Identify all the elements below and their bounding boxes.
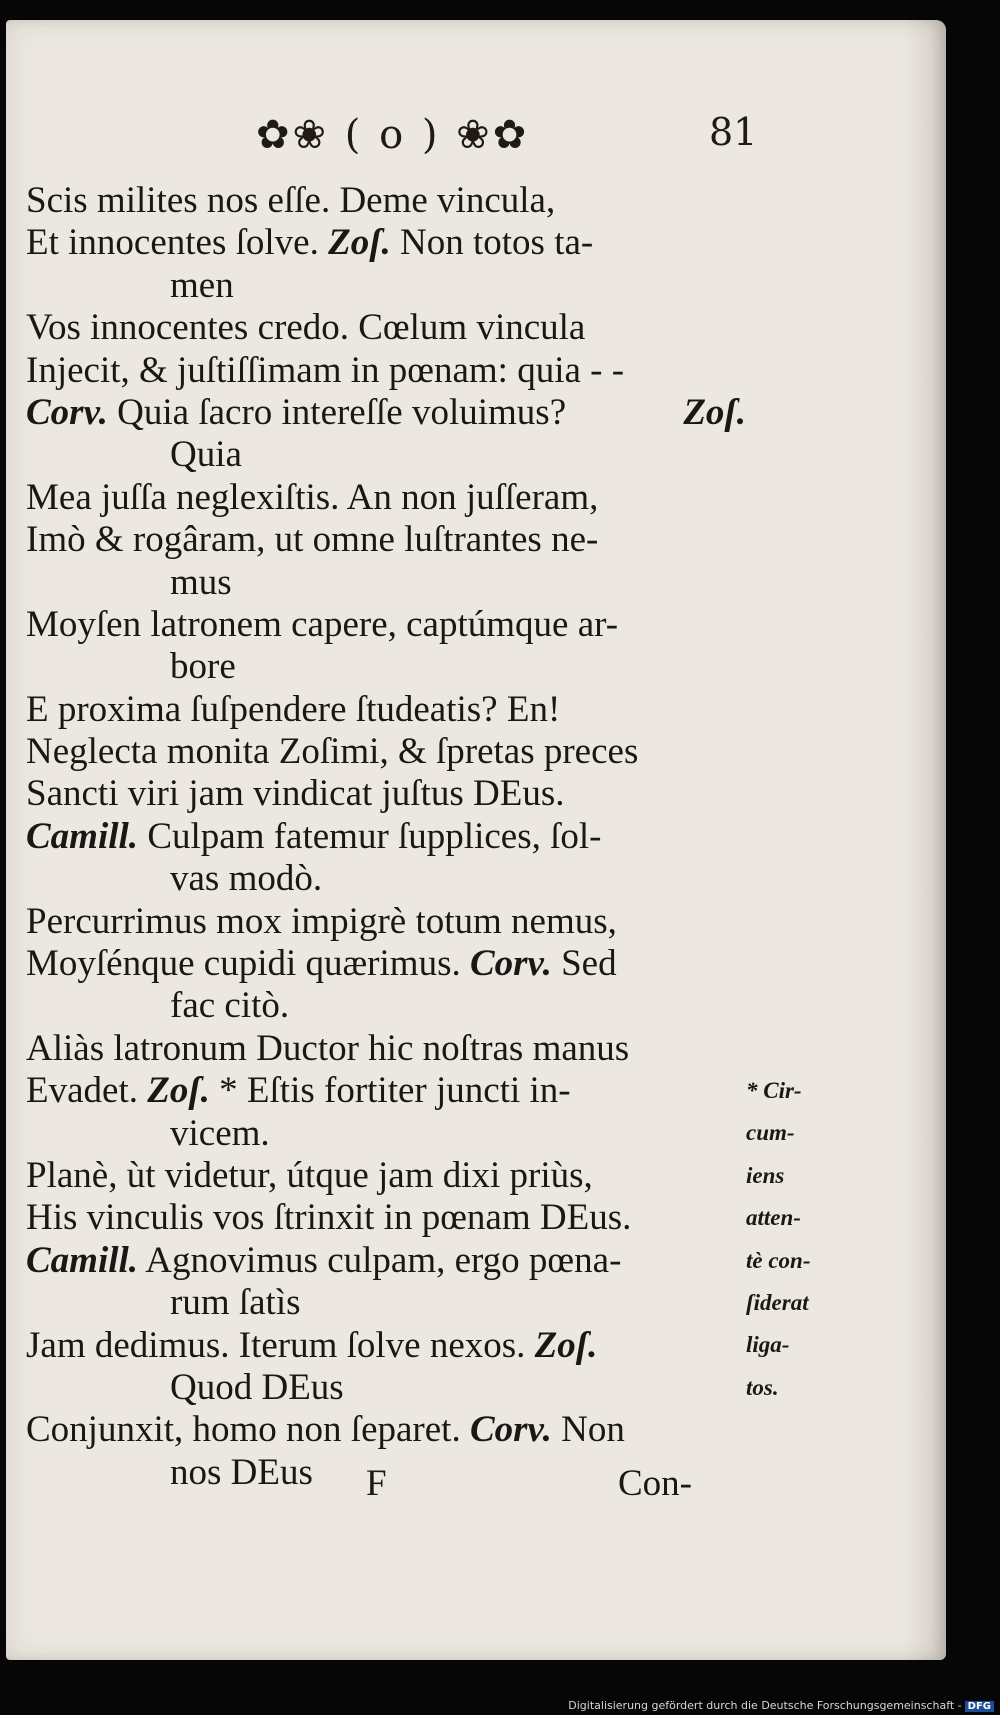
text-line (26, 1155, 746, 1197)
line-text: Neglecta monita Zoſimi, & ſpretas preces (26, 731, 639, 773)
line-text: Non (551, 1409, 625, 1451)
line-text: Non totos ta- (390, 222, 594, 264)
book-page (6, 20, 946, 1660)
speaker-label: Zoſ. (683, 391, 746, 433)
text-line (26, 1070, 746, 1112)
margin-note-line: cum- (746, 1120, 795, 1146)
catchword: Con- (618, 1463, 692, 1504)
text-line (26, 1240, 746, 1282)
speaker-label: Corv. (469, 943, 552, 985)
text-line (26, 604, 746, 646)
line-text: Sed (551, 943, 617, 985)
line-text: Sancti viri jam vindicat juſtus DEus. (26, 773, 565, 815)
line-text: His vinculis vos ſtrinxit in pœnam DEus. (26, 1197, 632, 1239)
text-line (26, 901, 746, 943)
page-number: 81 (709, 110, 758, 154)
speaker-label: Zoſ. (328, 222, 391, 264)
line-text: Scis milites nos eſſe. Deme vincula, (26, 180, 556, 221)
line-text: Moyſénque cupidi quærimus. (26, 943, 470, 985)
speaker-label: Camill. (26, 815, 139, 857)
text-line (26, 519, 746, 561)
text-line (26, 1325, 746, 1367)
margin-note-line: atten- (746, 1205, 801, 1231)
line-text: Et innocentes ſolve. (26, 222, 329, 264)
text-line (26, 1197, 746, 1239)
text-line (26, 1113, 746, 1155)
running-head (6, 112, 946, 168)
text-line (26, 222, 746, 264)
credit-text: Digitalisierung gefördert durch die Deutsche Forschungsgemeinschaft - (568, 1699, 962, 1712)
line-text: Mea juſſa neglexiſtis. An non juſſeram, (26, 476, 599, 518)
text-line (26, 985, 746, 1027)
text-line (26, 307, 746, 349)
margin-note-line: iens (746, 1162, 785, 1188)
line-text: Moyſen latronem capere, captúmque ar- (26, 603, 619, 645)
line-text: mus (170, 561, 232, 603)
line-text: Quod DEus (170, 1366, 344, 1408)
line-text: Evadet. (26, 1070, 148, 1112)
text-line (26, 731, 746, 773)
text-line (26, 1409, 746, 1451)
text-line (26, 1028, 746, 1070)
text-line (26, 562, 746, 604)
digitization-credit (568, 1699, 994, 1712)
text-line (26, 434, 746, 476)
speaker-label: Corv. (469, 1409, 552, 1451)
text-line (26, 392, 746, 434)
line-text: nos DEus (170, 1451, 313, 1493)
text-line (26, 1282, 746, 1324)
line-text: Conjunxit, homo non ſeparet. (26, 1409, 470, 1451)
line-text: Vos innocentes credo. Cœlum vincula (26, 307, 586, 349)
text-line (26, 180, 746, 222)
margin-note (746, 1070, 844, 1409)
line-text: Quia (170, 434, 242, 476)
text-line (26, 816, 746, 858)
text-line (26, 1367, 746, 1409)
line-text: Imò & rogâram, ut omne luſtrantes ne- (26, 519, 599, 561)
line-text: Percurrimus mox impigrè totum nemus, (26, 900, 617, 942)
line-text: E proxima ſuſpendere ſtudeatis? En! (26, 688, 561, 730)
text-line (26, 689, 746, 731)
line-text: Injecit, & juſtiſſimam in pœnam: quia - - (26, 349, 625, 391)
text-line (26, 477, 746, 519)
line-text: Quia ſacro intereſſe voluimus? (107, 391, 567, 433)
ornament-header: ✿❀ ( o ) ❀✿ (256, 112, 530, 158)
text-line (26, 265, 746, 307)
line-text: * Eſtis fortiter juncti in- (209, 1070, 571, 1112)
speaker-label: Zoſ. (147, 1070, 210, 1112)
line-text: Agnovimus culpam, ergo pœna- (138, 1239, 622, 1281)
line-text: Aliàs latronum Ductor hic noſtras manus (26, 1027, 630, 1069)
dfg-logo: DFG (965, 1701, 994, 1712)
margin-note-line: tè con- (746, 1247, 811, 1273)
line-text: Planè, ùt videtur, útque jam dixi priùs, (26, 1154, 593, 1196)
text-line (26, 858, 746, 900)
line-text: Jam dedimus. Iterum ſolve nexos. (26, 1324, 535, 1366)
speaker-label: Zoſ. (534, 1324, 598, 1366)
text-line (26, 646, 746, 688)
line-text: fac citò. (170, 985, 290, 1027)
signature-mark: F (366, 1463, 387, 1504)
margin-note-line: liga- (746, 1332, 790, 1358)
text-block (26, 180, 746, 1494)
line-text: vicem. (170, 1112, 270, 1154)
line-text: rum ſatìs (170, 1282, 301, 1324)
margin-note-line: tos. (746, 1374, 779, 1400)
text-line (26, 943, 746, 985)
line-text: vas modò. (170, 858, 323, 900)
text-line (26, 773, 746, 815)
speaker-label: Corv. (26, 391, 108, 433)
margin-note-line: ſiderat (746, 1289, 809, 1315)
margin-note-line: * Cir- (746, 1078, 802, 1103)
line-text: men (170, 264, 234, 306)
line-text: Culpam fatemur ſupplices, ſol- (138, 815, 602, 857)
line-text: bore (170, 646, 236, 688)
speaker-label: Camill. (26, 1239, 139, 1281)
text-line (26, 350, 746, 392)
